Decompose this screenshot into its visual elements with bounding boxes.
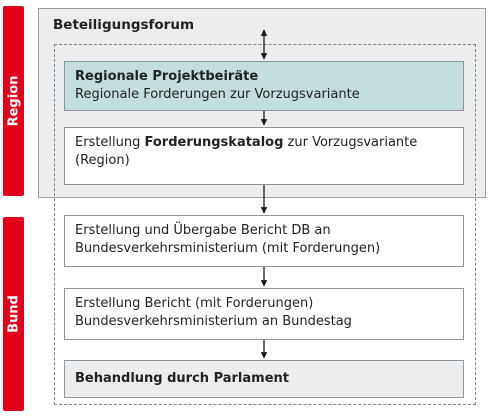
projektbeiraete-subtitle: Regionale Forderungen zur Vorzugsvariante <box>75 87 360 102</box>
parlament-label: Behandlung durch Parlament <box>75 371 289 386</box>
bericht-bmv-line2: Bundesverkehrsministerium an Bundestag <box>75 314 352 329</box>
bericht-db-line1: Erstellung und Übergabe Bericht DB an <box>75 223 331 238</box>
forderungskatalog-suffix: zur Vorzugsvariante <box>283 135 418 150</box>
forum-title: Beteiligungsforum <box>53 17 195 33</box>
forderungskatalog-bold: Forderungskatalog <box>144 135 284 150</box>
region-lane-label: Region <box>6 75 21 127</box>
bericht-bmv-line1: Erstellung Bericht (mit Forderungen) <box>75 296 314 311</box>
forderungskatalog-line2: (Region) <box>75 153 130 168</box>
projektbeiraete-title: Regionale Projektbeiräte <box>75 69 259 84</box>
bund-lane-label: Bund <box>6 295 21 333</box>
forderungskatalog-prefix: Erstellung <box>75 135 145 150</box>
bericht-db-line2: Bundesverkehrsministerium (mit Forderungen) <box>75 241 381 256</box>
